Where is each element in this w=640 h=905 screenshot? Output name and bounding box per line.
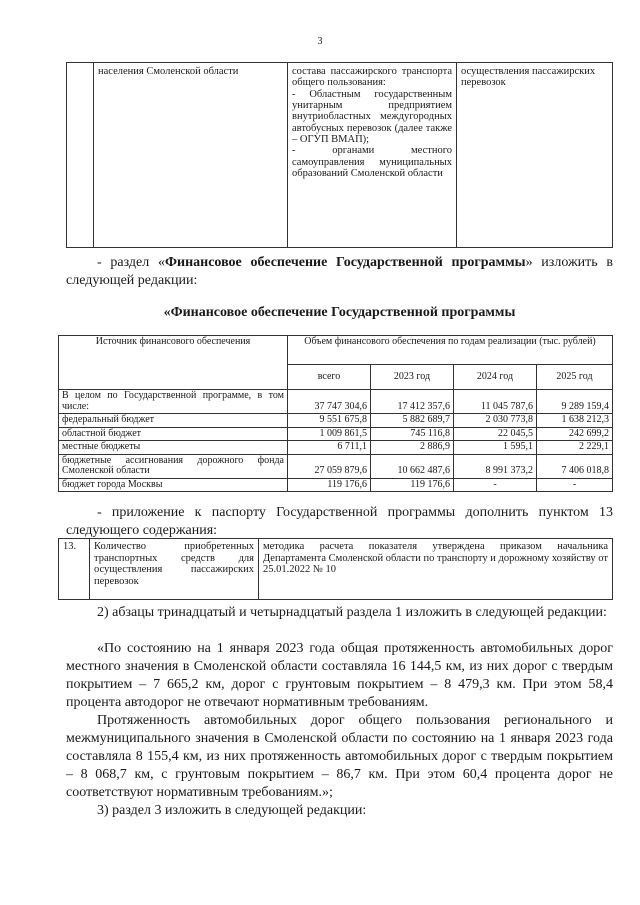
row-source: В целом по Государственной программе, в том числе:: [59, 390, 288, 414]
row-source: местные бюджеты: [59, 441, 288, 455]
paragraph-finance-section: [66, 254, 613, 290]
paragraph-bold: Финансовое обеспечение Государственной программы: [164, 255, 526, 270]
table-cell-line: - Областным государственным унитарным предприятием внутриобластных междугородных автобусных перевозок (далее также – ОГУП ВМАП);: [292, 88, 452, 145]
cell-value: 9 289 159,4: [537, 390, 613, 414]
cell-value: 17 412 357,6: [371, 390, 454, 414]
cell-value: 37 747 304,6: [288, 390, 371, 414]
header-volume: Объем финансового обеспечения по годам реализации (тыс. рублей): [288, 336, 613, 365]
table-header-row: [59, 336, 613, 365]
cell-value: 7 406 018,8: [537, 454, 613, 478]
header-total: всего: [288, 365, 371, 390]
cell-value: 5 882 689,7: [371, 414, 454, 428]
row-source: бюджет города Москвы: [59, 478, 288, 492]
finance-table: [58, 335, 613, 492]
table-cell-line: состава пассажирского транспорта общего пользования:: [292, 66, 452, 89]
cell-value: 8 991 373,2: [454, 454, 537, 478]
table-cell-line: - органами местного самоуправления муниципальных образований Смоленской области: [292, 145, 452, 179]
paragraph-quote-2: Протяженность автомобильных дорог общего пользования регионального и межмуниципального значения в Смоленской области по состоянию на 1 января 2023 года составляла 8 155,4 км, из них протяженность автомобильных дорог с твердым покрытием – 8 068,7 км, с грунтовым покрытием – 86,7 км. При этом 60,4 процента дорог не соответствуют нормативным требованиям.»;: [66, 713, 613, 800]
cell-value: -: [537, 478, 613, 492]
table-row: [59, 390, 613, 414]
cell-value: 22 045,5: [454, 427, 537, 441]
paragraph-quote-1: «По состоянию на 1 января 2023 года общая протяженность автомобильных дорог местного значения в Смоленской области составляла 16 144,5 км, из них дорог с твердым покрытием – 7 665,2 км, дорог с грунтовым покрытием – 8 479,3 км. При этом 58,4 процента автодорог не отвечают нормативным требованиям.: [66, 641, 613, 710]
page-number: 3: [317, 36, 323, 47]
header-2024: 2024 год: [454, 365, 537, 390]
cell-value: 2 229,1: [537, 441, 613, 455]
cell-value: 6 711,1: [288, 441, 371, 455]
paragraph-item-2: 2) абзацы тринадцатый и четырнадцатый раздела 1 изложить в следующей редакции:: [97, 605, 607, 620]
cell-value: 119 176,6: [371, 478, 454, 492]
cell-value: -: [454, 478, 537, 492]
table-row: [59, 478, 613, 492]
paragraph-prefix: - раздел «: [97, 255, 165, 270]
cell-value: 11 045 787,6: [454, 390, 537, 414]
cell-value: 745 116,8: [371, 427, 454, 441]
row-source: федеральный бюджет: [59, 414, 288, 428]
cell-value: 2 030 773,8: [454, 414, 537, 428]
indicator-name: Количество приобретенных транспортных средств для осуществления пассажирских перевозок: [90, 539, 259, 600]
cell-value: 1 009 861,5: [288, 427, 371, 441]
table-row: [59, 427, 613, 441]
cell-value: 9 551 675,8: [288, 414, 371, 428]
table-cell-goal: населения Смоленской области: [94, 63, 288, 248]
indicator-number: 13.: [59, 539, 90, 600]
paragraph-appendix: - приложение к паспорту Государственной программы дополнить пунктом 13 следующего содержания:: [66, 505, 613, 538]
cell-value: 242 699,2: [537, 427, 613, 441]
cell-value: 1 638 212,3: [537, 414, 613, 428]
table-cell-indicator: [288, 63, 457, 248]
table-cell-result: осуществления пассажирских перевозок: [457, 63, 613, 248]
row-source: областной бюджет: [59, 427, 288, 441]
row-source: бюджетные ассигнования дорожного фонда Смоленской области: [59, 454, 288, 478]
table-continuation: [66, 62, 613, 248]
table-row: [59, 539, 613, 600]
cell-value: 2 886,9: [371, 441, 454, 455]
cell-value: 119 176,6: [288, 478, 371, 492]
indicator-method: методика расчета показателя утверждена приказом начальника Департамента Смоленской области по транспорту и дорожному хозяйству от 25.01.2022 № 10: [259, 539, 613, 600]
header-2025: 2025 год: [537, 365, 613, 390]
indicator-table: [58, 538, 613, 600]
paragraph-item-3: 3) раздел 3 изложить в следующей редакции:: [97, 803, 367, 818]
table-row: [59, 441, 613, 455]
cell-value: 27 059 879,6: [288, 454, 371, 478]
table-row: [67, 63, 613, 248]
table-row: [59, 414, 613, 428]
cell-value: 1 595,1: [454, 441, 537, 455]
header-2023: 2023 год: [371, 365, 454, 390]
table-cell-num: [67, 63, 94, 248]
header-source: Источник финансового обеспечения: [59, 336, 288, 390]
table-row: [59, 454, 613, 478]
paragraph-suffix: » изложить в следующей редакции:: [66, 255, 613, 288]
cell-value: 10 662 487,6: [371, 454, 454, 478]
section-title: «Финансовое обеспечение Государственной программы: [163, 305, 516, 320]
